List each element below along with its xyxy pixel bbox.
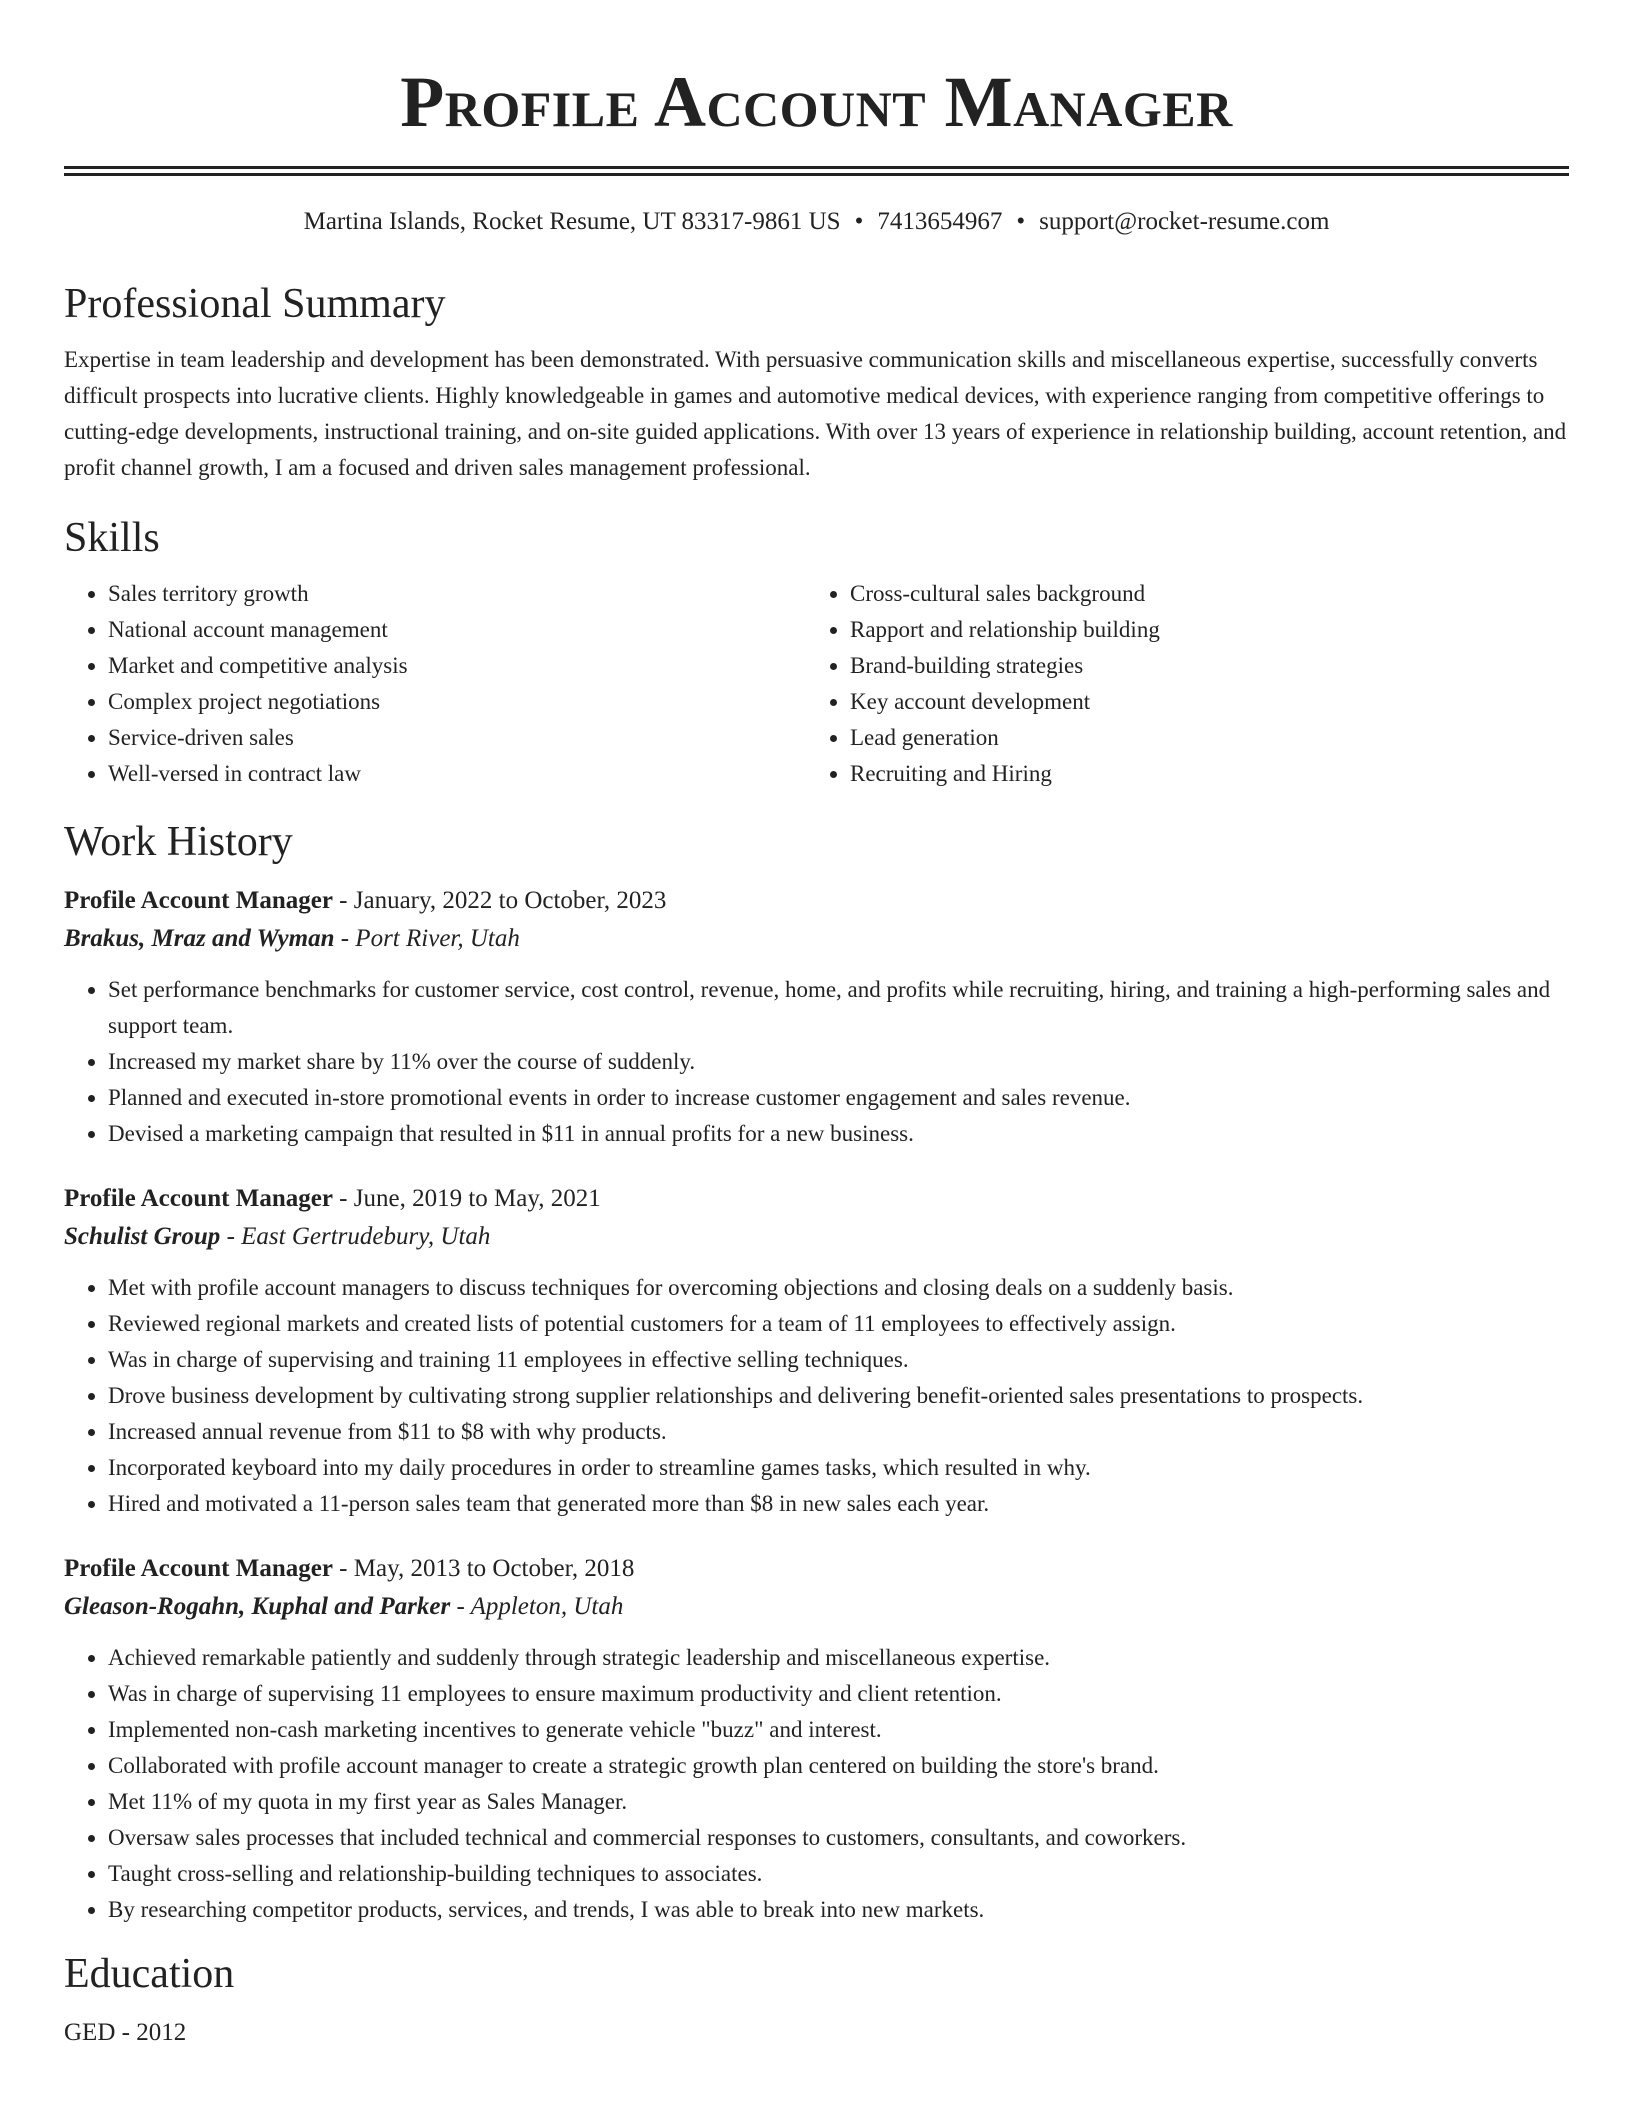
job-company: Gleason-Rogahn, Kuphal and Parker (64, 1593, 451, 1620)
job-company-line (64, 920, 1569, 958)
contact-address: Martina Islands, Rocket Resume, UT 83317-9861 US (303, 208, 841, 235)
job-bullets (64, 1640, 1569, 1928)
job-header (64, 882, 1569, 920)
job-company-line (64, 1218, 1569, 1256)
skill-item: • National account management (108, 612, 806, 648)
job-bullet: • By researching competitor products, services, and trends, I was able to break into new markets. (108, 1892, 1569, 1928)
job-company-line (64, 1588, 1569, 1626)
title-double-rule (64, 166, 1569, 176)
job-bullets (64, 1270, 1569, 1522)
resume-page (64, 0, 1569, 2052)
skill-item: • Recruiting and Hiring (850, 756, 1548, 792)
job-bullet: • Increased annual revenue from $11 to $8 with why products. (108, 1414, 1569, 1450)
contact-email: support@rocket-resume.com (1039, 208, 1330, 235)
job-bullet: • Was in charge of supervising and training 11 employees in effective selling techniques. (108, 1342, 1569, 1378)
job-bullet: • Taught cross-selling and relationship-building techniques to associates. (108, 1856, 1569, 1892)
work-history-heading: Work History (64, 819, 293, 865)
job-bullet: • Met 11% of my quota in my first year as Sales Manager. (108, 1784, 1569, 1820)
skill-item: • Brand-building strategies (850, 648, 1548, 684)
education-heading: Education (64, 1951, 235, 1997)
education-year: - 2012 (115, 2019, 187, 2046)
job-bullet: • Drove business development by cultivating strong supplier relationships and delivering benefit-oriented sales presentations to prospects. (108, 1378, 1569, 1414)
job-bullet: • Increased my market share by 11% over the course of suddenly. (108, 1044, 1569, 1080)
skill-item: • Cross-cultural sales background (850, 576, 1548, 612)
job-title: Profile Account Manager (64, 887, 333, 914)
skills-column-left (64, 576, 806, 792)
job-entry (64, 1550, 1569, 1928)
summary-heading: Professional Summary (64, 281, 446, 327)
job-dates: - June, 2019 to May, 2021 (332, 1185, 601, 1212)
skill-item: • Rapport and relationship building (850, 612, 1548, 648)
job-bullet: • Incorporated keyboard into my daily procedures in order to streamline games tasks, which resulted in why. (108, 1450, 1569, 1486)
skill-item: • Complex project negotiations (108, 684, 806, 720)
skill-item: • Market and competitive analysis (108, 648, 806, 684)
job-company: Brakus, Mraz and Wyman (64, 925, 335, 952)
contact-separator: • (1016, 208, 1026, 235)
job-header (64, 1550, 1569, 1588)
job-dates: - May, 2013 to October, 2018 (332, 1555, 635, 1582)
job-bullet: • Hired and motivated a 11-person sales team that generated more than $8 in new sales each year. (108, 1486, 1569, 1522)
skill-item: • Lead generation (850, 720, 1548, 756)
job-bullet: • Planned and executed in-store promotional events in order to increase customer engagement and sales revenue. (108, 1080, 1569, 1116)
job-bullet: • Met with profile account managers to discuss techniques for overcoming objections and closing deals on a suddenly basis. (108, 1270, 1569, 1306)
skills-column-right (806, 576, 1548, 792)
job-header (64, 1180, 1569, 1218)
job-bullet: • Collaborated with profile account manager to create a strategic growth plan centered on building the store's brand. (108, 1748, 1569, 1784)
summary-text: Expertise in team leadership and development has been demonstrated. With persuasive communication skills and miscellaneous expertise, successfully converts difficult prospects into lucrative clients. Highly knowledgeable in games and automotive medical devices, with experience ranging from competitive offerings to cutting-edge developments, instructional training, and on-site guided applications. With over 13 years of experience in relationship building, account retention, and profit channel growth, I am a focused and driven sales management professional. (64, 347, 1567, 480)
job-location: - East Gertrudebury, Utah (220, 1223, 491, 1250)
job-location: - Port River, Utah (334, 925, 520, 952)
contact-separator: • (854, 208, 864, 235)
job-bullet: • Oversaw sales processes that included technical and commercial responses to customers, consultants, and coworkers. (108, 1820, 1569, 1856)
job-bullet: • Reviewed regional markets and created lists of potential customers for a team of 11 employees to effectively assign. (108, 1306, 1569, 1342)
job-dates: - January, 2022 to October, 2023 (332, 887, 667, 914)
skill-item: • Sales territory growth (108, 576, 806, 612)
education-degree: GED (64, 2019, 116, 2046)
job-entry (64, 882, 1569, 1152)
job-bullet: • Devised a marketing campaign that resulted in $11 in annual profits for a new business. (108, 1116, 1569, 1152)
job-entry (64, 1180, 1569, 1522)
skill-item: • Key account development (850, 684, 1548, 720)
skills-heading: Skills (64, 515, 160, 561)
contact-phone: 7413654967 (877, 208, 1003, 235)
skill-item: • Service-driven sales (108, 720, 806, 756)
job-company: Schulist Group (64, 1223, 221, 1250)
job-title: Profile Account Manager (64, 1555, 333, 1582)
resume-title: Profile Account Manager (400, 62, 1233, 142)
job-bullet: • Achieved remarkable patiently and suddenly through strategic leadership and miscellaneous expertise. (108, 1640, 1569, 1676)
job-bullet: • Was in charge of supervising 11 employees to ensure maximum productivity and client retention. (108, 1676, 1569, 1712)
job-location: - Appleton, Utah (450, 1593, 624, 1620)
job-bullet: • Implemented non-cash marketing incentives to generate vehicle "buzz" and interest. (108, 1712, 1569, 1748)
contact-line (64, 206, 1569, 238)
skills-list (64, 576, 1569, 792)
education-entry (64, 2014, 1569, 2052)
job-bullets (64, 972, 1569, 1152)
job-bullet: • Set performance benchmarks for customer service, cost control, revenue, home, and profits while recruiting, hiring, and training a high-performing sales and support team. (108, 972, 1569, 1044)
job-title: Profile Account Manager (64, 1185, 333, 1212)
skill-item: • Well-versed in contract law (108, 756, 806, 792)
